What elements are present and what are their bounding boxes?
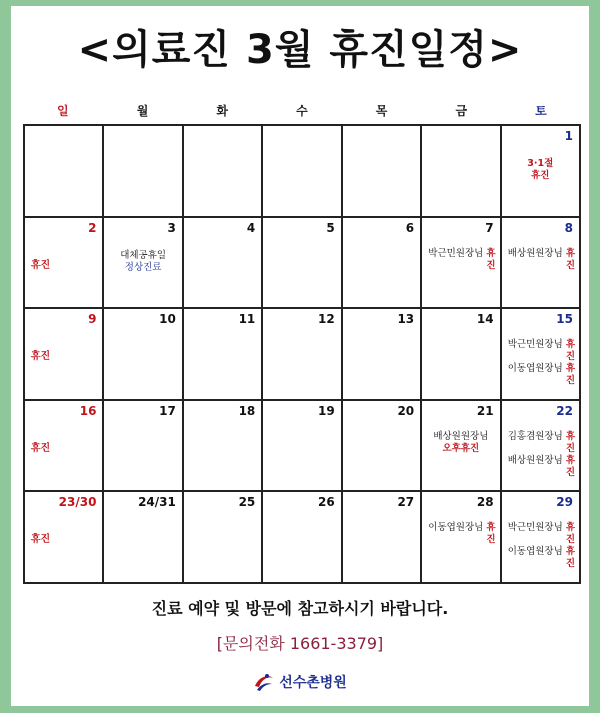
phone-number[interactable]: [문의전화 1661-3379] [216, 634, 384, 653]
schedule-note-line [104, 250, 181, 262]
day-number: 19 [318, 403, 335, 418]
calendar-day-cell [343, 401, 422, 493]
closed-label: 휴진 [565, 454, 575, 478]
day-number: 11 [238, 312, 256, 327]
day-number: 7 [485, 220, 494, 235]
calendar-day-cell [343, 126, 422, 218]
schedule-notes [502, 158, 579, 182]
day-number: 24/31 [138, 495, 176, 510]
day-number: 4 [246, 220, 256, 235]
day-number: 27 [397, 495, 415, 510]
doctor-name: 이동엽원장님 [507, 363, 566, 375]
schedule-note-line [502, 339, 575, 363]
doctor-name: 배상원원장님 [507, 247, 566, 259]
schedule-sheet [11, 6, 589, 706]
day-number: 5 [326, 220, 335, 235]
closed-note: 휴진 [30, 534, 51, 546]
calendar-day-cell [184, 309, 263, 401]
schedule-note-line [502, 248, 575, 272]
calendar-day-cell [343, 492, 422, 584]
calendar-day-cell [422, 492, 501, 584]
schedule-notes [502, 522, 579, 570]
calendar-day-cell [502, 309, 581, 401]
schedule-notes [502, 431, 579, 479]
schedule-notes [502, 339, 579, 387]
doctor-name: 이동엽원장님 [507, 546, 566, 558]
doctor-name: 박근민원장님 [428, 247, 487, 259]
calendar-day-cell [184, 492, 263, 584]
schedule-note-line [422, 522, 495, 546]
day-number: 14 [476, 312, 494, 327]
schedule-note-line [422, 443, 499, 455]
calendar-day-cell [502, 492, 581, 584]
day-number: 2 [88, 220, 97, 235]
calendar-day-cell [422, 309, 501, 401]
calendar-day-cell [263, 401, 342, 493]
calendar-day-cell [104, 218, 183, 310]
day-number: 15 [556, 312, 573, 327]
day-number: 9 [88, 312, 97, 327]
schedule-note-line [502, 170, 579, 182]
calendar-day-cell [25, 492, 104, 584]
doctor-name: 박근민원장님 [507, 339, 566, 351]
calendar-day-cell [502, 126, 581, 218]
calendar-day-cell [25, 218, 104, 310]
calendar-day-cell [25, 401, 104, 493]
calendar-day-cell [502, 218, 581, 310]
doctor-name: 3·1절 [527, 158, 554, 169]
closed-note: 휴진 [30, 259, 51, 271]
hospital-logo [11, 671, 589, 693]
schedule-notes [502, 248, 579, 272]
weekday-label: 금 [455, 104, 468, 118]
calendar-day-cell [104, 126, 183, 218]
weekday-label: 목 [375, 104, 388, 118]
day-number: 25 [238, 495, 256, 510]
calendar-day-cell [502, 401, 581, 493]
doctor-name: 휴진 [531, 170, 550, 181]
day-number: 16 [79, 403, 97, 418]
closed-label: 휴진 [565, 247, 575, 271]
calendar-day-cell [184, 218, 263, 310]
schedule-note-line [422, 248, 495, 272]
weekday-label: 일 [57, 104, 69, 118]
calendar-day-cell [343, 309, 422, 401]
doctor-name: 박근민원장님 [507, 522, 566, 534]
notice-message: 진료 예약 및 방문에 참고하시기 바랍니다. [151, 599, 449, 618]
calendar-grid [23, 124, 581, 584]
closed-note: 휴진 [30, 351, 51, 363]
day-number: 12 [318, 312, 335, 327]
calendar-day-cell [422, 401, 501, 493]
day-number: 8 [564, 220, 573, 235]
calendar-day-cell [184, 126, 263, 218]
calendar-day-cell [104, 309, 183, 401]
hospital-name: 선수촌병원 [279, 675, 347, 691]
calendar-day-cell [263, 126, 342, 218]
doctor-name: 정상진료 [124, 261, 162, 273]
calendar-day-cell [104, 492, 183, 584]
closed-label: 휴진 [565, 546, 575, 570]
day-number: 1 [564, 129, 573, 143]
schedule-notes [422, 522, 499, 546]
closed-label: 휴진 [565, 363, 575, 387]
day-number: 20 [397, 403, 415, 418]
schedule-note-line [502, 455, 575, 479]
calendar-day-cell [263, 218, 342, 310]
doctor-name: 배상원원장님 [433, 430, 489, 442]
day-number: 18 [238, 403, 256, 418]
calendar-day-cell [25, 309, 104, 401]
closed-label: 휴진 [565, 339, 575, 363]
weekday-label: 화 [216, 104, 229, 118]
calendar-day-cell [263, 492, 342, 584]
weekday-header [23, 102, 581, 120]
calendar-day-cell [184, 401, 263, 493]
closed-label: 휴진 [565, 522, 575, 546]
schedule-notes [422, 248, 499, 272]
calendar-day-cell [422, 126, 501, 218]
calendar-day-cell [422, 218, 501, 310]
day-number: 10 [159, 312, 176, 327]
schedule-note-line [502, 522, 575, 546]
weekday-label: 수 [296, 104, 308, 118]
schedule-notes [422, 431, 499, 455]
schedule-notes [104, 250, 181, 274]
schedule-note-line [502, 363, 575, 387]
doctor-name: 오후휴진 [442, 442, 480, 454]
day-number: 26 [318, 495, 335, 510]
day-number: 3 [167, 220, 176, 235]
page-title: <의료진 3월 휴진일정> [77, 27, 523, 73]
closed-label: 휴진 [486, 522, 496, 546]
calendar-day-cell [104, 401, 183, 493]
weekday-label: 월 [136, 104, 149, 118]
schedule-note-line [502, 158, 579, 170]
doctor-name: 대체공휴일 [120, 249, 167, 261]
weekday-label: 토 [535, 104, 547, 118]
doctor-name: 김홍겸원장님 [507, 430, 566, 442]
day-number: 23/30 [58, 495, 97, 510]
closed-label: 휴진 [565, 430, 575, 454]
closed-label: 휴진 [486, 247, 496, 271]
day-number: 29 [556, 495, 573, 510]
schedule-note-line [502, 431, 575, 455]
day-number: 6 [405, 220, 415, 235]
day-number: 22 [556, 403, 573, 418]
runner-swoosh-icon [253, 672, 275, 692]
doctor-name: 이동엽원장님 [428, 522, 487, 534]
calendar-day-cell [343, 218, 422, 310]
calendar-day-cell [25, 126, 104, 218]
schedule-note-line [422, 431, 499, 443]
day-number: 13 [397, 312, 415, 327]
day-number: 21 [476, 403, 494, 418]
schedule-note-line [104, 262, 181, 274]
schedule-note-line [502, 546, 575, 570]
calendar-day-cell [263, 309, 342, 401]
day-number: 28 [476, 495, 494, 510]
day-number: 17 [159, 403, 176, 418]
closed-note: 휴진 [30, 442, 51, 454]
doctor-name: 배상원원장님 [507, 454, 566, 466]
